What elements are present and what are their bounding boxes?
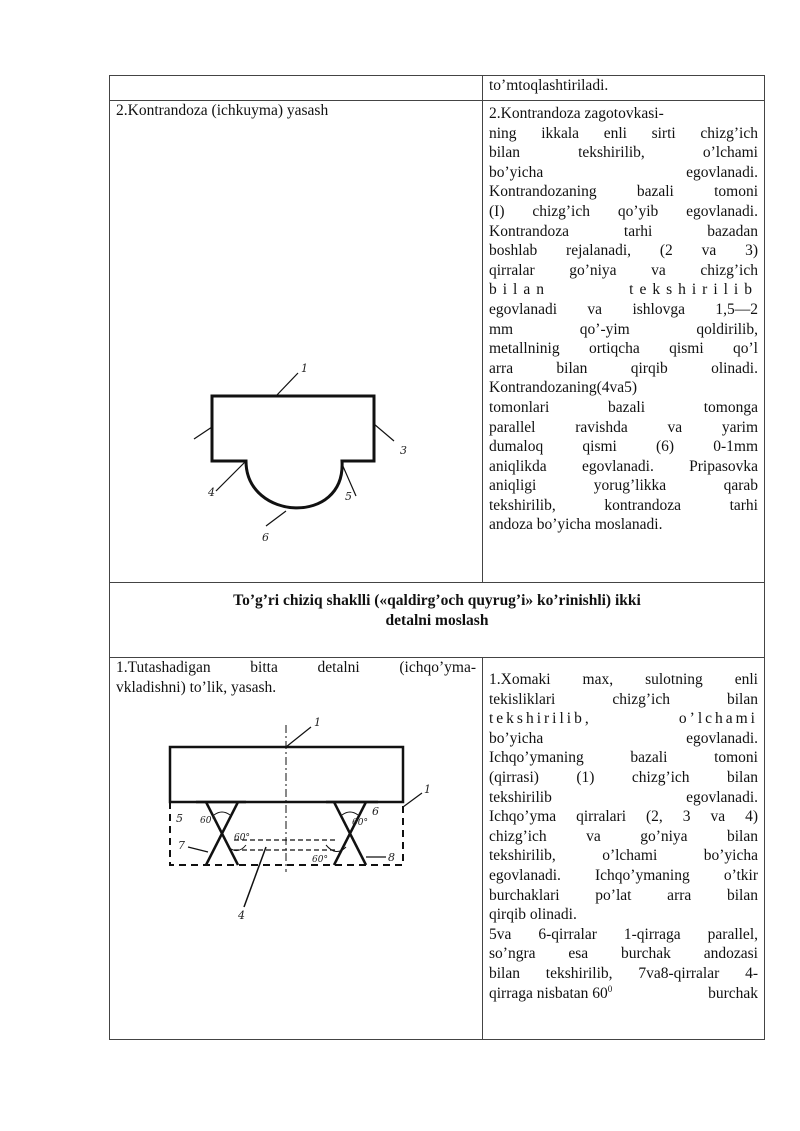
diagram-label-1: 1 (314, 716, 321, 730)
desc-line: metallninig ortiqcha qismi qo’l (489, 340, 758, 358)
table-row (110, 101, 765, 583)
insert-diagram (116, 697, 456, 937)
diagram-label-6: 6 (262, 530, 269, 541)
operation-cell (110, 101, 483, 583)
desc-line: andoza bo’yicha moslanadi. (489, 516, 663, 534)
desc-line: bo’yicha egovlanadi. (489, 729, 758, 747)
operation-title-line2: vkladishni) to’lik, yasash. (116, 678, 277, 696)
desc-line-start (489, 984, 612, 1004)
desc-line: aniqlikda egovlanadi. Pripasovka (489, 457, 758, 475)
diagram-label-4: 4 (208, 485, 215, 499)
table-row (110, 76, 765, 101)
diagram-label-6: 6 (372, 805, 379, 819)
diagram-label-1: 1 (301, 361, 308, 375)
desc-line: bilan tekshirilib, o’lchami (489, 144, 758, 162)
empty-cell (110, 76, 483, 101)
desc-line: so’ngra esa burchak andozasi (489, 945, 758, 963)
operation-title: 2.Kontrandoza (ichkuyma) yasash (116, 102, 329, 119)
desc-line: 2.Kontrandoza zagotovkasi- (489, 105, 664, 122)
desc-line: egovlanadi. Ichqo’ymaning o’tkir (489, 866, 758, 884)
instruction-table (109, 75, 765, 1040)
diagram-label-8: 8 (388, 851, 395, 865)
diagram-label-7: 7 (178, 839, 185, 853)
kontrandoza-diagram (116, 121, 456, 541)
desc-line: Ichqo’ymaning bazali tomoni (489, 749, 758, 767)
cell-text: to’mtoqlashtiriladi. (489, 77, 609, 94)
desc-line: tomonlari bazali tomonga (489, 398, 758, 416)
desc-line: tekshirilib egovlanadi. (489, 788, 758, 806)
text-cell (483, 76, 765, 101)
section-header-line1: To’g’ri chiziq shaklli («qaldirg’och quyrug’i» ko’rinishli) ikki (233, 592, 641, 609)
degree-sup: 0 (607, 983, 613, 994)
desc-line: chizg’ich va go’niya bilan (489, 827, 758, 845)
table-row (110, 658, 765, 1040)
desc-line: boshlab rejalanadi, (2 va 3) (489, 242, 758, 260)
desc-line: ning ikkala enli sirti chizg’ich (489, 124, 758, 142)
angle-label: 60° (200, 816, 216, 827)
desc-line: bilan tekshirilib (489, 281, 758, 299)
desc-line: arra bilan qirqib olinadi. (489, 359, 758, 377)
section-header (110, 583, 765, 658)
desc-line: (qirrasi) (1) chizg’ich bilan (489, 768, 758, 786)
description-cell (483, 101, 765, 583)
angle-label: 60° (352, 818, 368, 829)
desc-line: 1.Xomaki max, sulotning enli (489, 671, 758, 688)
desc-text: qirraga nisbatan 60 (489, 984, 608, 1002)
diagram-label-5: 5 (345, 489, 352, 503)
desc-line: mm qo’-yim qoldirilib, (489, 320, 758, 338)
desc-line: burchaklari po’lat arra bilan (489, 886, 758, 904)
desc-line: 5va 6-qirralar 1-qirraga parallel, (489, 925, 758, 943)
desc-line: tekshirilib, o’lchami bo’yicha (489, 847, 758, 865)
diagram-label-4: 4 (238, 909, 245, 923)
desc-line: dumaloq qismi (6) 0-1mm (489, 438, 758, 456)
diagram-label-5: 5 (176, 812, 183, 826)
desc-line: Kontrandozaning(4va5) (489, 379, 638, 397)
angle-label: 60° (234, 833, 250, 844)
operation-cell (110, 658, 483, 1040)
desc-line: (I) chizg’ich qo’yib egovlanadi. (489, 202, 758, 220)
desc-line: aniqligi yorug’likka qarab (489, 477, 758, 495)
desc-line: tekisliklari chizg’ich bilan (489, 690, 758, 708)
diagram-label-3: 3 (400, 443, 407, 457)
desc-line: tekshirilib, kontrandoza tarhi (489, 496, 758, 514)
desc-line: Kontrandozaning bazali tomoni (489, 183, 758, 201)
desc-line: parallel ravishda va yarim (489, 418, 758, 436)
desc-line-end: burchak (708, 984, 758, 1002)
desc-line: bo’yicha egovlanadi. (489, 163, 758, 181)
desc-line: bilan tekshirilib, 7va8-qirralar 4- (489, 964, 758, 982)
desc-line-final (489, 984, 758, 1004)
angle-label: 60° (312, 855, 328, 866)
desc-line: qirqib olinadi. (489, 906, 577, 924)
desc-line: tekshirilib, o’lchami (489, 710, 758, 728)
table-row (110, 583, 765, 658)
desc-line: qirralar go’niya va chizg’ich (489, 261, 758, 279)
section-header-line2: detalni moslash (385, 611, 489, 629)
desc-line: egovlanadi va ishlovga 1,5—2 (489, 300, 758, 318)
desc-line: Ichqo’yma qirralari (2, 3 va 4) (489, 808, 758, 826)
description-cell (483, 658, 765, 1040)
diagram-label-1b: 1 (424, 783, 431, 797)
desc-line: Kontrandoza tarhi bazadan (489, 222, 758, 240)
operation-title-line1: 1.Tutashadigan bitta detalni (ichqo’yma- (116, 659, 476, 676)
